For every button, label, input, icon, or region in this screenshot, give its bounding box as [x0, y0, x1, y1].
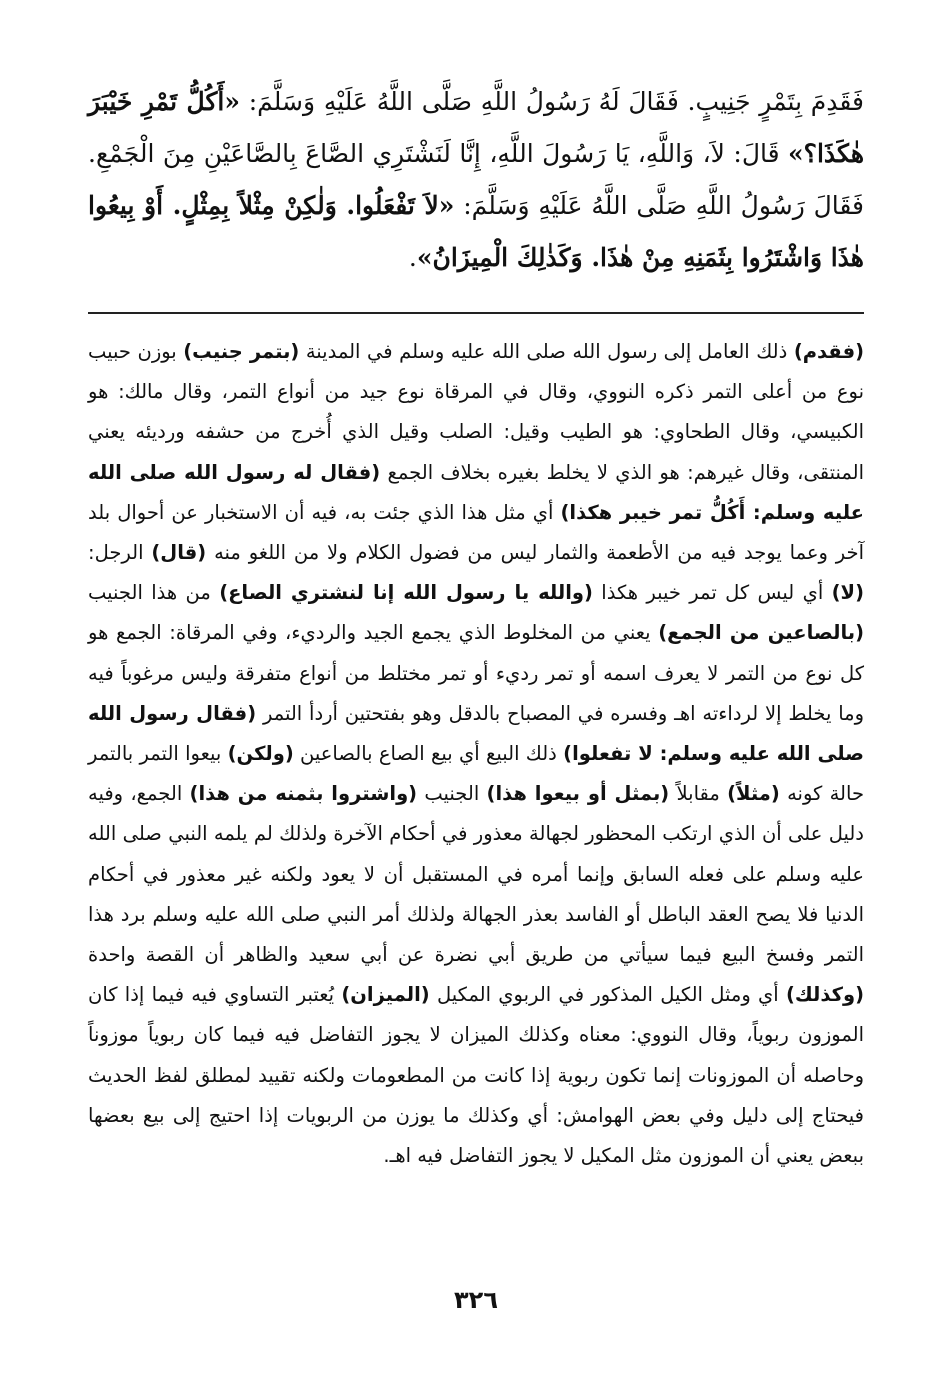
- commentary-run: يعني من المخلوط الذي يجمع الجيد والرديء، وفي المرقاة: الجمع هو كل نوع من التمر لا يعرف اسمه أو تمر رديء أو تمر مختلط من أنواع متفرقة وليس مرغوباً فيه وما يخلط إلا لرداءته اهـ وفسره في المصباح بالدقل وهو بفتحتين أردأ التمر: [88, 621, 865, 725]
- commentary-run: ذلك العامل إلى رسول الله صلى الله عليه وسلم في المدينة: [299, 340, 794, 363]
- commentary-bold-run: (قال): [151, 541, 207, 565]
- hadith-run: .: [408, 243, 417, 272]
- commentary-bold-run: (فقال له رسول الله صلى الله عليه وسلم: أَكُلُّ تمر خيبر هكذا): [88, 460, 864, 524]
- commentary-bold-run: (مثلاً): [727, 782, 780, 806]
- commentary-bold-run: (ولكن): [227, 742, 294, 766]
- commentary-run: الرجل:: [88, 541, 152, 565]
- commentary-bold-run: (لا): [831, 581, 864, 605]
- commentary-bold-run: (بالصاعين من الجمع): [658, 621, 865, 645]
- commentary-run: مقابلاً: [669, 782, 728, 806]
- commentary-bold-run: (وكذلك): [785, 983, 864, 1007]
- commentary-run: أي مثل هذا الذي جئت به، فيه أن الاستخبار عن أحوال بلد آخر وعما يوجد فيه من الأطعمة والثمار ليس من فضول الكلام ولا من اللغو منه: [88, 500, 864, 565]
- commentary-bold-run: (واشتروا بثمنه من هذا): [189, 782, 418, 806]
- commentary-text: [88, 332, 864, 1176]
- hadith-bold-run: «لاَ تَفْعَلُوا. وَلٰكِنْ مِثْلاً بِمِثْلٍ. أَوْ بِيعُوا هٰذَا وَاشْتَرُوا بِثَمَنِهِ مِنْ هٰذَا. وَكَذٰلِكَ الْمِيزَانُ»: [88, 191, 864, 272]
- commentary-bold-run: (الميزان): [341, 983, 430, 1007]
- commentary-bold-run: (فقال رسول الله صلى الله عليه وسلم: لا تفعلوا): [88, 701, 864, 766]
- hadith-run: فَقَدِمَ بِتَمْرٍ جَنِيبٍ. فَقَالَ لَهُ رَسُولُ اللَّهِ صَلَّى اللَّهُ عَلَيْهِ وَسَلَّمَ:: [239, 87, 864, 116]
- commentary-run: بيعوا التمر بالتمر حالة كونه: [88, 742, 864, 806]
- page-number: ٣٢٦: [454, 1286, 498, 1314]
- commentary-run: يُعتبر التساوي فيه فيما إذا كان الموزون ربوياً، وقال النووي: معناه وكذلك الميزان لا يجوز التفاضل فيه فيما كان ربوياً موزوناً وحاصله أن الموزونات إنما تكون ربوية إذا كانت من المطعومات ولكنه تقييد لمطلق لفظ الحديث فيحتاج إلى دليل وفي بعض الهوامش: أي وكذلك ما يوزن من الربويات إذا احتيج إلى بيع بعضها ببعض يعني أن الموزون مثل المكيل لا يجوز التفاضل فيه اهـ.: [88, 983, 864, 1168]
- commentary-bold-run: (والله يا رسول الله إنا لنشتري الصاع): [219, 581, 593, 605]
- document-page: [88, 76, 864, 1176]
- commentary-bold-run: (فقدم): [793, 340, 865, 363]
- commentary-run: ذلك البيع أي بيع الصاع بالصاعين: [293, 742, 564, 766]
- commentary-run: بوزن حبيب نوع من أعلى التمر ذكره النووي، وقال في المرقاة نوع جيد من أنواع التمر، وقال مالك: هو الكبيسي، وقال الطحاوي: هو الطيب وقيل: الصلب وقيل الذي أُخرج من حشفه ورديئه يعني المنتقى، وقال غيرهم: هو الذي لا يخلط بغيره بخلاف الجمع: [88, 340, 864, 484]
- hadith-run: قَالَ: لاَ، وَاللَّهِ، يَا رَسُولَ اللَّهِ، إِنَّا لَنَشْتَرِي الصَّاعَ بِالصَّاعَيْنِ مِنَ الْجَمْعِ. فَقَالَ رَسُولُ اللَّهِ صَلَّى اللَّهُ عَلَيْهِ وَسَلَّمَ:: [88, 139, 864, 220]
- commentary-bold-run: (بتمر جنيب): [183, 340, 300, 363]
- commentary-run: الجنيب: [417, 782, 487, 806]
- commentary-run: أي ليس كل تمر خيبر هكذا: [592, 581, 832, 605]
- hadith-bold-run: «أَكُلُّ تَمْرِ خَيْبَرَ هٰكَذَا؟»: [88, 87, 864, 168]
- footnote-divider: [88, 312, 864, 314]
- commentary-run: من هذا الجنيب: [88, 581, 220, 605]
- commentary-run: الجمع، وفيه دليل على أن الذي ارتكب المحظور لجهالة معذور في أحكام الآخرة ولذلك لم يلمه النبي صلى الله عليه وسلم على فعله السابق وإنما أمره في المستقبل أن لا يعود ولكنه غير معذور في أحكام الدنيا فلا يصح العقد الباطل أو الفاسد بعذر الجهالة ولذلك أمر النبي صلى الله عليه وسلم برد هذا التمر وفسخ البيع فيما سيأتي من طريق أبي نضرة عن أبي سعيد والظاهر أن القصة واحدة: [88, 782, 864, 967]
- hadith-text: [88, 76, 864, 284]
- commentary-bold-run: (بمثل أو بيعوا هذا): [486, 782, 670, 806]
- commentary-run: أي ومثل الكيل المذكور في الربوي المكيل: [429, 983, 786, 1007]
